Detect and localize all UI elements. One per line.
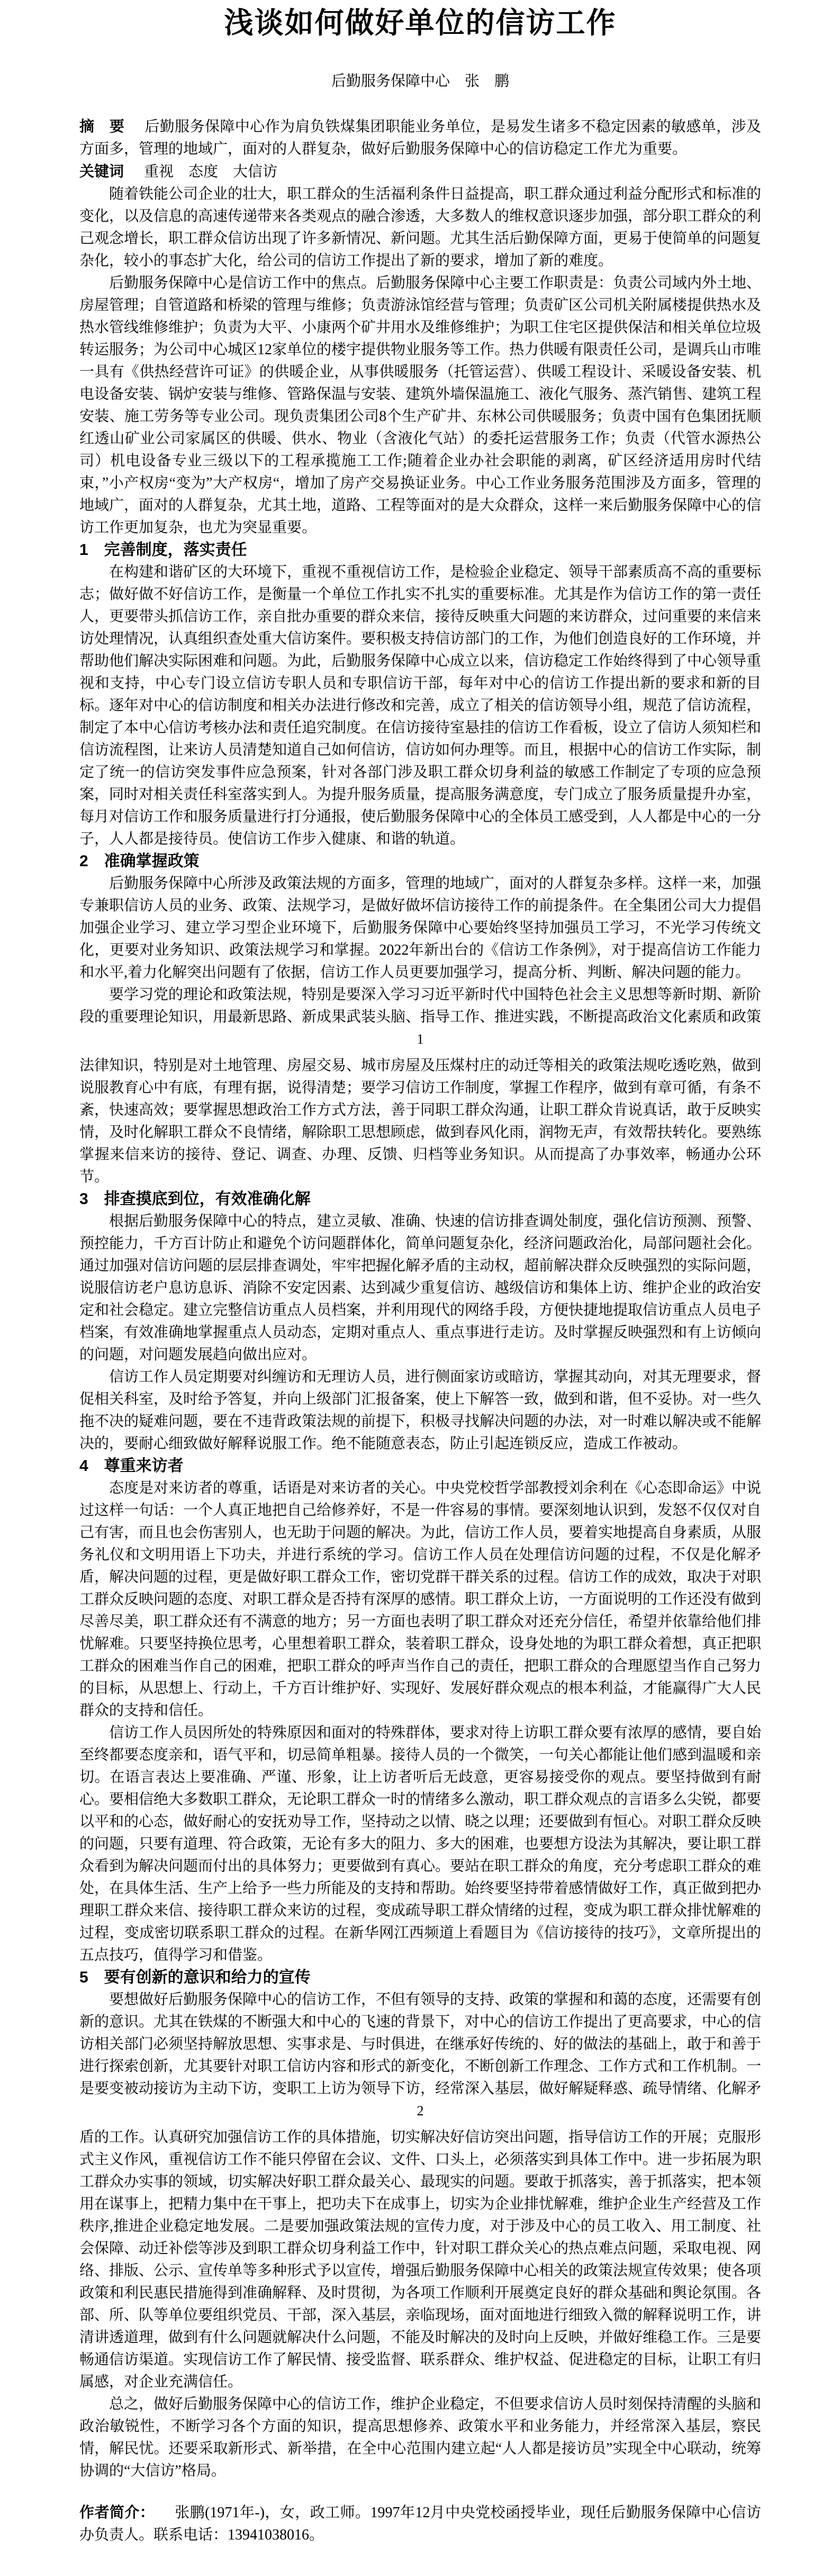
section-3-paragraph-2: 信访工作人员定期要对纠缠访和无理访人员，进行侧面家访或暗访，掌握其动向，对其无理要求，督促相关科室，及时给予答复，并向上级部门汇报备案，使上下解答一致，做到和谐，但不妥协。对一些久拖不决的疑难问题，要在不违背政策法规的前提下，积极寻找解决问题的办法，对一时难以解决或不能解决的，要耐心细致做好解释说服工作。绝不能随意表态，防止引起连锁反应，造成工作被动。 (79, 1369, 762, 1452)
section-4-paragraph-2: 信访工作人员因所处的特殊原因和面对的特殊群体，要求对待上访职工群众要有浓厚的感情，要自始至终都要态度亲和，语气平和，切忌简单粗暴。接待人员的一个微笑，一句关心都能让他们感到温暖和亲切。在语言表达上要准确、严谨、形象，让上访者听后无歧意，更容易接受你的观点。要坚持做到有耐心。要相信绝大多数职工群众，无论职工群众一时的情绪多么激动，职工群众观点的言语多么尖锐，都要以平和的心态，做好耐心的安抚劝导工作，坚持动之以情、晓之以理；还要做到有恒心。对职工群众反映的问题，只要有道理、符合政策，无论有多大的阻力、多大的困难，也要想方设法为其解决，要让职工群众看到为解决问题而付出的具体努力；更要做到有真心。要站在职工群众的角度，充分考虑职工群众的难处，在具体生活、生产上给予一些力所能及的支持和帮助。始终要坚持带着感情做好工作，真正做到把办理职工群众来信、接待职工群众来访的过程，变成疏导职工群众情绪的过程，变成为职工群众排忧解难的过程，变成密切联系职工群众的过程。在新华网江西频道上看题目为《信访接待的技巧》，文章所提出的五点技巧，值得学习和借鉴。 (79, 1725, 762, 1963)
section-1-heading: 1 完善制度，落实责任 (79, 541, 247, 559)
section-5-heading: 5 要有创新的意识和给力的宣传 (79, 1969, 311, 1986)
abstract-text: 后勤服务保障中心作为肩负铁煤集团职能业务单位，是易发生诸多不稳定因素的敏感单，涉及方面多，管理的地域广，面对的人群复杂，做好后勤服务保障中心的信访稳定工作尤为重要。 (79, 119, 761, 157)
overview-paragraph: 后勤服务保障中心是信访工作中的焦点。后勤服务保障中心主要工作职责是：负责公司域内外土地、房屋管理；自管道路和桥梁的管理与维修；负责游泳馆经营与管理；负责矿区公司机关附属楼提供热水及热水管线维修维护；负责为大平、小康两个矿井用水及维修维护；为职工住宅区提供保洁和相关单位垃圾转运服务；为公司中心城区12家单位的楼宇提供物业服务等工作。热力供暖有限责任公司，是调兵山市唯一具有《供热经营许可证》的供暖企业，从事供暖服务（托管运营）、供暖工程设计、采暖设备安装、机电设备安装、锅炉安装与维修、管路保温与安装、建筑外墙保温施工、液化气服务、蒸汽销售、建筑工程安装、施工劳务等专业公司。现负责集团公司8个生产矿井、东林公司供暖服务；负责中国有色集团抚顺红透山矿业公司家属区的供暖、供水、物业（含液化气站）的委托运营服务工作；负责（代管水源热公司）机电设备专业三级以下的工程承揽施工工作;随着企业办社会职能的剥离，矿区经济适用房时代结束，”小产权房“变为”大产权房“，增加了房产交易换证业务。中心工作业务服务范围涉及方面多，管理的地域广，面对的人群复杂，尤其土地，道路、工程等面对的是大众群众，这样一来后勤服务保障中心的信访工作更加复杂，也尤为突显重要。 (79, 275, 762, 536)
abstract-label: 摘 要 (79, 118, 125, 134)
section-5-paragraph-part-2: 盾的工作。认真研究加强信访工作的具体措施，切实解决好信访突出问题，指导信访工作的开展；克服形式主义作风，重视信访工作不能只停留在会议、文件、口头上，必须落实到具体工作中。进一步拓展为职工群众办实事的领域，切实解决好职工群众最关心、最现实的问题。要敢于抓落实，善于抓落实，把本领用在谋事上，把精力集中在干事上，把功夫下在成事上，切实为企业排忧解难，维护企业生产经营及工作秩序,推进企业稳定地发展。二是要加强政策法规的宣传力度，对于涉及中心的员工收入、用工制度、社会保障、动迁补偿等涉及到职工群众切身利益工作中，针对职工群众关心的热点难点问题，采取电视、网络、排版、公示、宣传单等多种形式予以宣传，增强后勤服务保障中心相关的政策法规宣传效果；使各项政策和利民惠民措施得到准确解释、及时贯彻，为各项工作顺利开展奠定良好的群众基础和舆论氛围。各部、所、队等单位要组织党员、干部，深入基层，亲临现场，面对面地进行细致入微的解释说明工作，讲清讲透道理，做到有什么问题就解决什么问题，不能及时解决的及时向上反映，并做好维稳工作。三是要畅通信访渠道。实现信访工作了解民情、接受监督、联系群众、维护权益、促进稳定的目标，让职工有归属感，对企业充满信任。 (79, 2129, 762, 2390)
author-line: 后勤服务保障中心 张 鹏 (331, 73, 509, 89)
page-number-2: 2 (417, 2103, 424, 2119)
section-2-paragraph-2-part-2: 法律知识，特别是对土地管理、房屋交易、城市房屋及压煤村庄的动迁等相关的政策法规吃透吃熟，做到说服教育心中有底，有理有据，说得清楚；要学习信访工作制度，掌握工作程序，做到有章可循，有条不紊，快速高效；要掌握思想政治工作方式方法，善于同职工群众沟通，让职工群众肯说真话，敢于反映实情，及时化解职工群众不良情绪，解除职工思想顾虑，做到春风化雨，润物无声，有效帮扶转化。要熟练掌握来信来访的接待、登记、调查、办理、反馈、归档等业务知识。从而提高了办事效率，畅通办公环节。 (79, 1057, 762, 1185)
section-5-paragraph-part-1: 要想做好后勤服务保障中心的信访工作，不但有领导的支持、政策的掌握和和蔼的态度，还需要有创新的意识。尤其在铁煤的不断强大和中心的飞速的背景下，对中心的信访工作提出了更高要求，中心的信访相关部门必须坚持解放思想、实事求是、与时俱进，在继承好传统的、好的做法的基础上，敢于和善于进行探索创新，尤其要针对职工信访内容和形式的新变化，不断创新工作理念、工作方式和工作机制。一是要变被动接访为主动下访，变职工上访为领导下访，经常深入基层，做好解疑释惑、疏导情绪、化解矛 (79, 1991, 762, 2097)
keywords (79, 160, 761, 183)
section-3-heading: 3 排查摸底到位，有效准确化解 (79, 1190, 311, 1208)
keywords-text: 重视 态度 大信访 (144, 164, 278, 180)
keywords-label: 关键词 (79, 163, 124, 179)
intro-paragraph: 随着铁能公司企业的壮大，职工群众的生活福利条件日益提高，职工群众通过利益分配形式和标准的变化，以及信息的高速传递带来各类观点的融合渗透，大多数人的维权意识逐步加强，部分职工群众的利己观念增长，职工群众信访出现了许多新情况、新问题。尤其生活后勤保障方面，更易于使简单的问题复杂化，较小的事态扩大化，给公司的信访工作提出了新的要求，增加了新的难度。 (79, 186, 762, 269)
section-2-paragraph-1: 后勤服务保障中心所涉及政策法规的方面多，管理的地域广，面对的人群复杂多样。这样一来，加强专兼职信访人员的业务、政策、法规学习，是做好做坏信访接待工作的前提条件。在全集团公司大力提倡加强企业学习、建立学习型企业环境下，后勤服务保障中心要始终坚持加强员工学习，不光学习传统文化，更要对业务知识、政策法规学习和掌握。2022年新出台的《信访工作条例》，对于提高信访工作能力和水平,着力化解突出问题有了依据，信访工作人员更要加强学习，提高分析、判断、解决问题的能力。 (79, 875, 762, 981)
section-2-heading: 2 准确掌握政策 (79, 852, 200, 870)
conclusion-paragraph: 总之，做好后勤服务保障中心的信访工作，维护企业稳定，不但要求信访人员时刻保持清醒的头脑和政治敏锐性，不断学习各个方面的知识，提高思想修养、政策水平和业务能力，并经常深入基层，察民情，解民忧。还要采取新形式、新举措，在全中心范围内建立起“人人都是接访员”实现全中心联动，统筹协调的“大信访”格局。 (79, 2396, 762, 2479)
section-1-paragraph: 在构建和谐矿区的大环境下，重视不重视信访工作，是检验企业稳定、领导干部素质高不高的重要标志；做好做不好信访工作，是衡量一个单位工作扎实不扎实的重要标准。尤其是作为信访工作的第一责任人，更要带头抓信访工作，亲自批办重要的群众来信，接待反映重大问题的来访群众，过问重要的来信来访处理情况，认真组织查处重大信访案件。要积极支持信访部门的工作，为他们创造良好的工作环境，并帮助他们解决实际困难和问题。为此，后勤服务保障中心成立以来，信访稳定工作始终得到了中心领导重视和支持，中心专门设立信访专职人员和专职信访干部，每年对中心的信访工作提出新的要求和新的目标。逐年对中心的信访制度和相关办法进行修改和完善，成立了相关的信访领导小组，规范了信访流程，制定了本中心信访考核办法和责任追究制度。在信访接待室悬挂的信访工作看板，设立了信访人须知栏和信访流程图，让来访人员清楚知道自己如何信访，信访如何办理等。而且，根据中心的信访工作实际，制定了统一的信访突发事件应急预案，针对各部门涉及职工群众切身利益的敏感工作制定了专项的应急预案，同时对相关责任科室落实到人。为提升服务质量，提高服务满意度，专门成立了服务质量提升办室，每月对信访工作和服务质量进行打分通报，使后勤服务保障中心的全体员工感受到，人人都是中心的一分子，人人都是接待员。使信访工作步入健康、和谐的轨道。 (79, 564, 762, 847)
section-4-paragraph-1: 态度是对来访者的尊重，话语是对来访者的关心。中央党校哲学部教授刘余利在《心态即命运》中说过这样一句话：一个人真正地把自己给修养好，不是一件容易的事情。要深刻地认识到，发怒不仅仅对自己有害，而且也会伤害别人，也无助于问题的解决。为此，信访工作人员，要着实地提高自身素质，从服务礼仪和文明用语上下功夫，并进行系统的学习。信访工作人员在处理信访问题的过程，不仅是化解矛盾，解决问题的过程，更是做好职工群众工作，密切党群干群关系的过程。信访工作的成效，取决于对职工群众反映问题的态度、对职工群众是否持有深厚的感情。职工群众上访，一方面说明的工作还没有做到尽善尽美，职工群众还有不满意的地方；另一方面也表明了职工群众对还充分信任，希望并依靠给他们排忧解难。只要坚持换位思考，心里想着职工群众，装着职工群众，设身处地的为职工群众着想，真正把职工群众的困难当作自己的困难，把职工群众的呼声当作自己的责任，把职工群众的合理愿望当作自己努力的目标，从思想上、行动上，千方百计维护好、实现好、发展好群众观点的根本利益，才能赢得广大人民群众的支持和信任。 (79, 1480, 762, 1719)
abstract (79, 115, 761, 160)
author-bio (79, 2501, 761, 2546)
section-2-paragraph-2-part-1: 要学习党的理论和政策法规，特别是要深入学习习近平新时代中国特色社会主义思想等新时期、新阶段的重要理论知识，用最新思路、新成果武装头脑、指导工作、推进实践，不断提高政治文化素质和政策 (79, 986, 762, 1025)
section-3-paragraph-1: 根据后勤服务保障中心的特点，建立灵敏、准确、快速的信访排查调处制度，强化信访预测、预警、预控能力，千方百计防止和避免个访问题群体化，简单问题复杂化，经济问题政治化，局部问题社会化。通过加强对信访问题的层层排查调处，牢牢把握化解矛盾的主动权，超前解决群众反映强烈的实际问题，说服信访老户息访息诉、消除不安定因素、达到减少重复信访、越级信访和集体上访、维护企业的政治安定和社会稳定。建立完整信访重点人员档案，并利用现代的网络手段，方便快捷地提取信访重点人员电子档案，有效准确地掌握重点人员动态，定期对重点人、重点事进行走访。及时掌握反映强烈和有上访倾向的问题，对问题发展趋向做出应对。 (79, 1213, 762, 1363)
author-bio-text: 张鹏(1971年-)，女，政工师。1997年12月中央党校函授毕业，现任后勤服务保障中心信访办负责人。联系电话：13941038016。 (79, 2505, 761, 2543)
page-number-1: 1 (417, 1031, 424, 1047)
document-title: 浅谈如何做好单位的信访工作 (224, 6, 617, 39)
author-bio-label: 作者简介： (79, 2504, 155, 2520)
section-4-heading: 4 尊重来访者 (79, 1457, 184, 1475)
